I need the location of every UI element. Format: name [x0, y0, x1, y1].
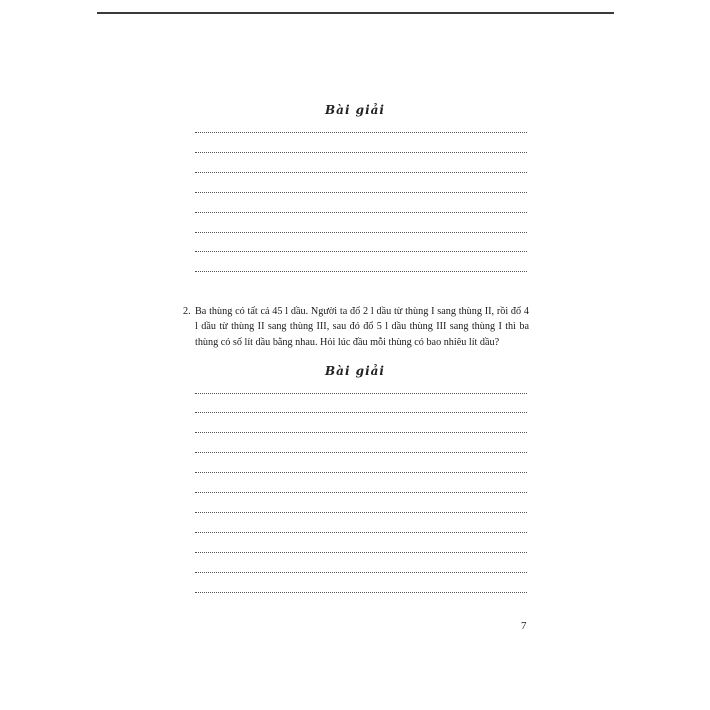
answer-line: [195, 572, 527, 573]
answer-line: [195, 152, 527, 153]
problem-text: Ba thùng có tất cả 45 l dầu. Người ta đổ 2 l dầu từ thùng I sang thùng II, rồi đổ 4 l dầu từ thùng II sang thùng III, sau đó đổ 5 l dầu thùng III sang thùng I thì ba thùng có số lít dầu bằng nhau. Hỏi lúc đầu mỗi thùng có bao nhiêu lít dầu?: [195, 306, 529, 348]
answer-line: [195, 212, 527, 213]
answer-line: [195, 472, 527, 473]
answer-line: [195, 532, 527, 533]
answer-line: [195, 172, 527, 173]
answer-line: [195, 412, 527, 413]
answer-line: [195, 232, 527, 233]
answer-line: [195, 452, 527, 453]
answer-line: [195, 552, 527, 553]
answer-line: [195, 132, 527, 133]
answer-line: [195, 492, 527, 493]
problem-2: [183, 304, 529, 350]
answer-line: [195, 271, 527, 272]
answer-line: [195, 192, 527, 193]
top-border-line: [97, 12, 614, 14]
answer-line: [195, 512, 527, 513]
answer-line: [195, 251, 527, 252]
solution-heading-2: Bài giải: [325, 364, 385, 378]
solution-heading-1: Bài giải: [325, 103, 385, 117]
answer-line: [195, 592, 527, 593]
answer-line: [195, 432, 527, 433]
answer-line: [195, 393, 527, 394]
problem-number: 2.: [183, 306, 191, 317]
page-number: 7: [521, 620, 527, 632]
